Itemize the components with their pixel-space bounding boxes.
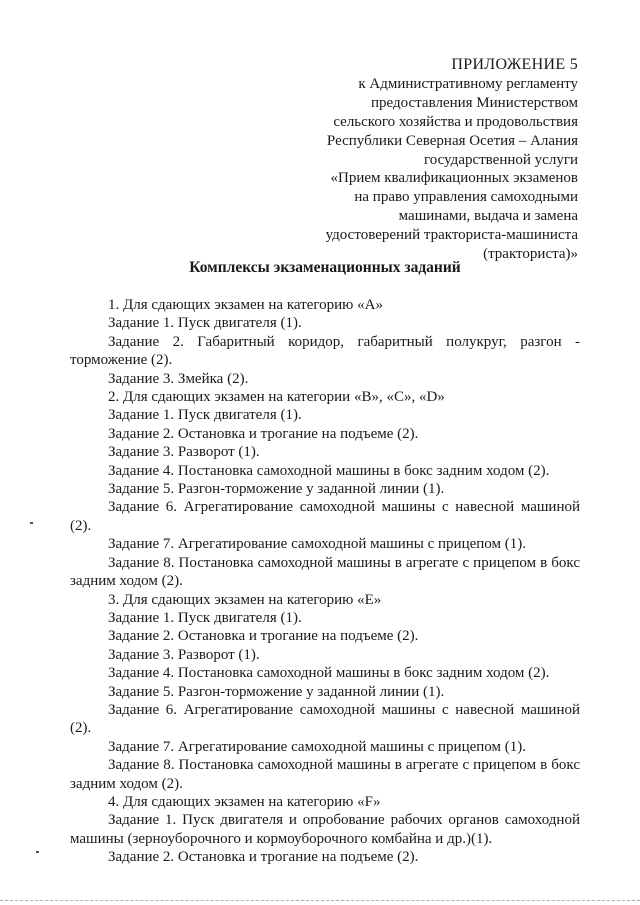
task-item: Задание 2. Остановка и трогание на подъеме (2). bbox=[108, 849, 419, 866]
task-item: Задание 4. Постановка самоходной машины в бокс задним ходом (2). bbox=[108, 462, 550, 479]
scan-speck bbox=[30, 522, 33, 524]
task-item: Задание 1. Пуск двигателя (1). bbox=[108, 407, 302, 424]
document-title: Комплексы экзаменационных заданий bbox=[189, 259, 461, 276]
appendix-line: машинами, выдача и замена bbox=[398, 208, 578, 225]
appendix-line: к Административному регламенту bbox=[358, 75, 578, 92]
section-heading: 1. Для сдающих экзамен на категорию «А» bbox=[108, 297, 383, 313]
appendix-line: «Прием квалификационных экзаменов bbox=[330, 170, 578, 187]
appendix-header bbox=[288, 56, 578, 264]
task-item: Задание 5. Разгон-торможение у заданной линии (1). bbox=[108, 481, 445, 498]
task-item: Задание 8. Постановка самоходной машины в агрегате с прицепом в бокс задним ходом (2). bbox=[70, 554, 580, 590]
task-item: Задание 3. Разворот (1). bbox=[108, 444, 260, 461]
task-item: Задание 7. Агрегатирование самоходной машины с прицепом (1). bbox=[108, 536, 526, 553]
scan-speck bbox=[36, 851, 39, 853]
task-item: Задание 2. Остановка и трогание на подъеме (2). bbox=[108, 628, 419, 645]
appendix-line: Республики Северная Осетия – Алания bbox=[326, 132, 578, 149]
task-item: Задание 6. Агрегатирование самоходной машины с навесной машиной (2). bbox=[70, 499, 580, 534]
appendix-line: государственной услуги bbox=[424, 151, 578, 168]
appendix-line: предоставления Министерством bbox=[371, 94, 578, 111]
task-item: Задание 2. Габаритный коридор, габаритный полукруг, разгон - торможение (2). bbox=[70, 333, 580, 369]
task-item: Задание 1. Пуск двигателя и опробование рабочих органов самоходной машины (зерноуборочного и кормоуборочного комбайна и др.)(1). bbox=[70, 812, 580, 847]
task-item: Задание 3. Змейка (2). bbox=[108, 370, 249, 387]
scan-edge-line bbox=[0, 900, 640, 902]
appendix-title: ПРИЛОЖЕНИЕ 5 bbox=[451, 56, 578, 73]
task-item: Задание 4. Постановка самоходной машины в бокс задним ходом (2). bbox=[108, 665, 550, 682]
appendix-line: сельского хозяйства и продовольствия bbox=[333, 113, 578, 130]
document-body bbox=[70, 296, 580, 867]
section-heading: 3. Для сдающих экзамен на категорию «Е» bbox=[108, 591, 382, 608]
task-item: Задание 1. Пуск двигателя (1). bbox=[108, 315, 302, 332]
task-item: Задание 5. Разгон-торможение у заданной линии (1). bbox=[108, 683, 445, 700]
task-item: Задание 6. Агрегатирование самоходной машины с навесной машиной (2). bbox=[70, 701, 580, 737]
section-heading: 4. Для сдающих экзамен на категорию «F» bbox=[108, 793, 381, 810]
appendix-line: удостоверений тракториста-машиниста bbox=[325, 227, 578, 244]
task-item: Задание 3. Разворот (1). bbox=[108, 646, 260, 663]
task-item: Задание 8. Постановка самоходной машины в агрегате с прицепом в бокс задним ходом (2). bbox=[70, 757, 580, 792]
appendix-line: на право управления самоходными bbox=[354, 189, 578, 206]
task-item: Задание 2. Остановка и трогание на подъеме (2). bbox=[108, 425, 419, 442]
task-item: Задание 1. Пуск двигателя (1). bbox=[108, 609, 302, 626]
task-item: Задание 7. Агрегатирование самоходной машины с прицепом (1). bbox=[108, 738, 526, 755]
section-heading: 2. Для сдающих экзамен на категории «В», «С», «D» bbox=[108, 389, 445, 406]
appendix-line: (тракториста)» bbox=[483, 246, 578, 263]
